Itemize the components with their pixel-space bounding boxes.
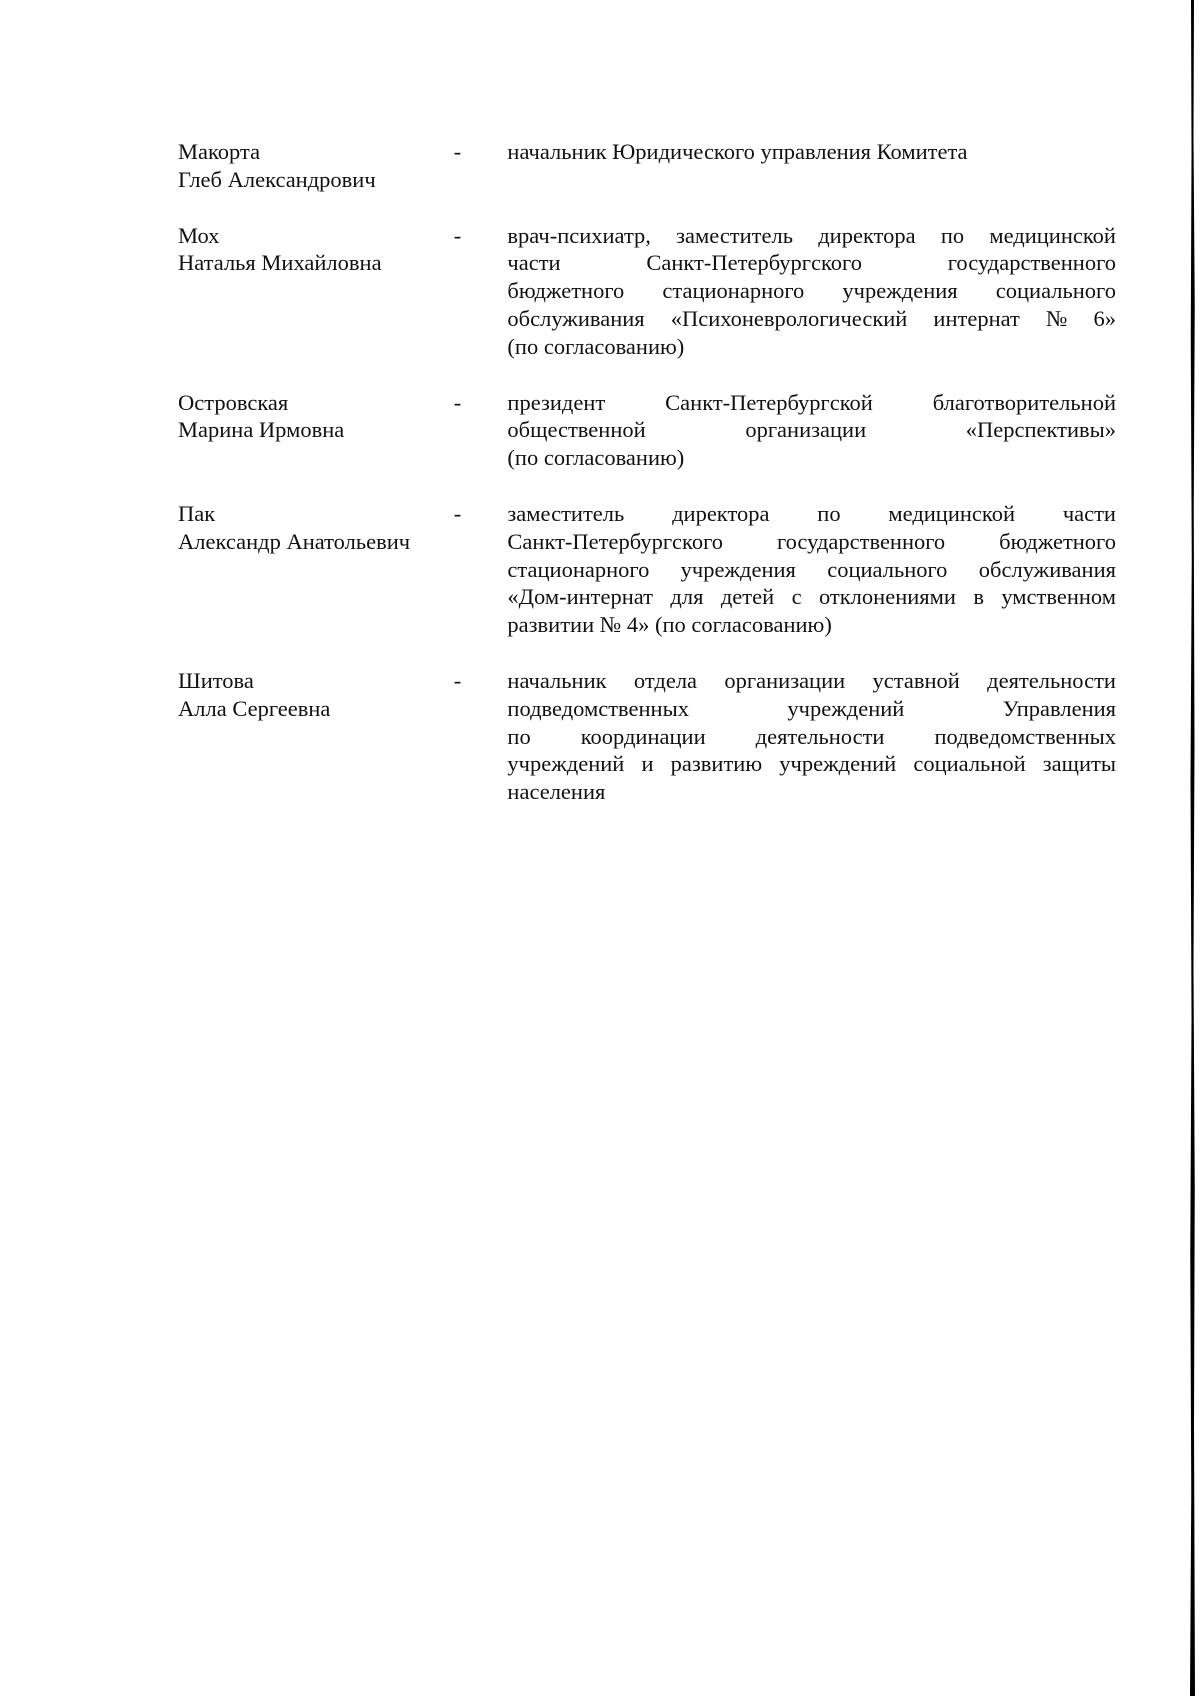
position-line: развитии № 4» (по согласованию) [507,612,832,638]
member-entry [178,222,1116,361]
position-line: президент Санкт-Петербургской благотворительной [507,389,1116,415]
position-line: бюджетного стационарного учреждения социального [507,278,1116,304]
member-entry [178,500,1116,639]
member-surname: Макорта [178,139,261,164]
position-line: (по согласованию) [507,445,685,471]
member-dash: - [453,500,462,526]
position-line: (по согласованию) [507,333,685,359]
member-given-name: Наталья Михайловна [178,250,382,276]
member-position [507,222,1116,361]
member-name [178,222,454,278]
position-line: общественной организации «Перспективы» [507,417,1116,443]
member-dash: - [453,222,462,248]
member-given-name: Марина Ирмовна [178,417,345,443]
member-given-name: Александр Анатольевич [178,528,411,554]
position-line: населения [507,779,606,805]
position-line: по координации деятельности подведомственных [507,723,1116,749]
position-line: стационарного учреждения социального обслуживания [507,556,1116,582]
member-dash: - [453,139,462,164]
member-name [178,138,454,194]
member-name [178,389,454,445]
member-list [178,138,1116,806]
member-position [507,667,1116,806]
member-surname: Пак [178,500,216,526]
position-line: учреждений и развитию учреждений социальной защиты [507,751,1116,777]
position-line: начальник отдела организации уставной деятельности [507,667,1116,693]
member-dash: - [453,667,462,693]
position-line: Санкт-Петербургского государственного бюджетного [507,528,1116,554]
member-surname: Мох [178,222,220,248]
member-surname: Шитова [178,667,254,693]
position-line: подведомственных учреждений Управления [507,695,1116,721]
scan-edge [1188,0,1200,1696]
position-line: врач-психиатр, заместитель директора по медицинской [507,222,1116,248]
position-line: обслуживания «Психоневрологический интернат № 6» [507,305,1116,331]
member-surname: Островская [178,389,289,415]
member-position [507,500,1116,639]
member-position [507,138,1116,166]
position-line: начальник Юридического управления Комитета [507,139,968,164]
member-name [178,667,454,723]
member-given-name: Глеб Александрович [178,166,376,192]
position-line: части Санкт-Петербургского государственного [507,250,1116,276]
member-entry [178,389,1116,472]
member-position [507,389,1116,472]
member-entry [178,138,1116,194]
member-name [178,500,454,556]
member-entry [178,667,1116,806]
position-line: «Дом-интернат для детей с отклонениями в умственном [507,584,1116,610]
member-given-name: Алла Сергеевна [178,695,331,721]
member-dash: - [453,389,462,415]
position-line: заместитель директора по медицинской части [507,500,1116,526]
